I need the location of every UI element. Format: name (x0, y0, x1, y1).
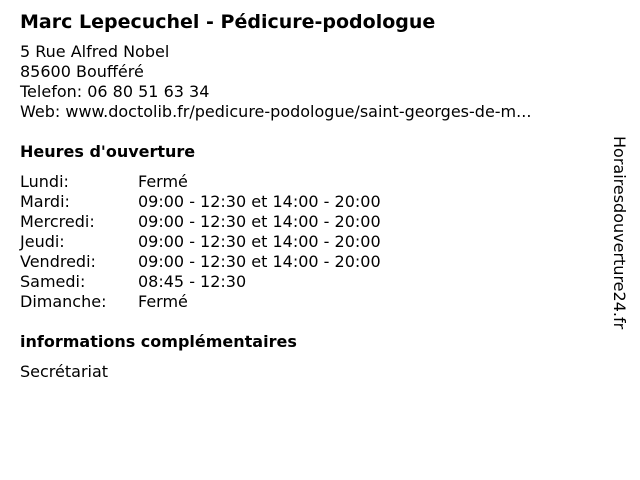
day-label: Vendredi: (20, 252, 96, 271)
hours-row-monday (20, 172, 590, 192)
day-label: Lundi: (20, 172, 69, 191)
time-value: 09:00 - 12:30 et 14:00 - 20:00 (138, 252, 381, 271)
hours-row-saturday (20, 272, 590, 292)
hours-row-tuesday (20, 192, 590, 212)
day-label: Samedi: (20, 272, 86, 291)
day-label: Jeudi: (20, 232, 65, 251)
hours-heading: Heures d'ouverture (20, 142, 196, 161)
hours-row-thursday (20, 232, 590, 252)
hours-row-friday (20, 252, 590, 272)
website-link[interactable]: Web: www.doctolib.fr/pedicure-podologue/saint-georges-de-m... (20, 102, 532, 121)
day-label: Mardi: (20, 192, 70, 211)
time-value: Fermé (138, 172, 188, 191)
hours-row-wednesday (20, 212, 590, 232)
site-watermark: Horairesdouverture24.fr (610, 136, 629, 330)
city-address: 85600 Boufféré (20, 62, 144, 81)
hours-row-sunday (20, 292, 590, 312)
time-value: Fermé (138, 292, 188, 311)
day-label: Dimanche: (20, 292, 107, 311)
time-value: 09:00 - 12:30 et 14:00 - 20:00 (138, 212, 381, 231)
day-label: Mercredi: (20, 212, 95, 231)
time-value: 09:00 - 12:30 et 14:00 - 20:00 (138, 232, 381, 251)
street-address: 5 Rue Alfred Nobel (20, 42, 170, 61)
hours-table (20, 172, 590, 312)
time-value: 08:45 - 12:30 (138, 272, 247, 291)
info-heading: informations complémentaires (20, 332, 297, 351)
phone-number: Telefon: 06 80 51 63 34 (20, 82, 210, 101)
time-value: 09:00 - 12:30 et 14:00 - 20:00 (138, 192, 381, 211)
business-card (20, 10, 590, 382)
info-text: Secrétariat (20, 362, 109, 381)
business-name: Marc Lepecuchel - Pédicure-podologue (20, 11, 436, 33)
